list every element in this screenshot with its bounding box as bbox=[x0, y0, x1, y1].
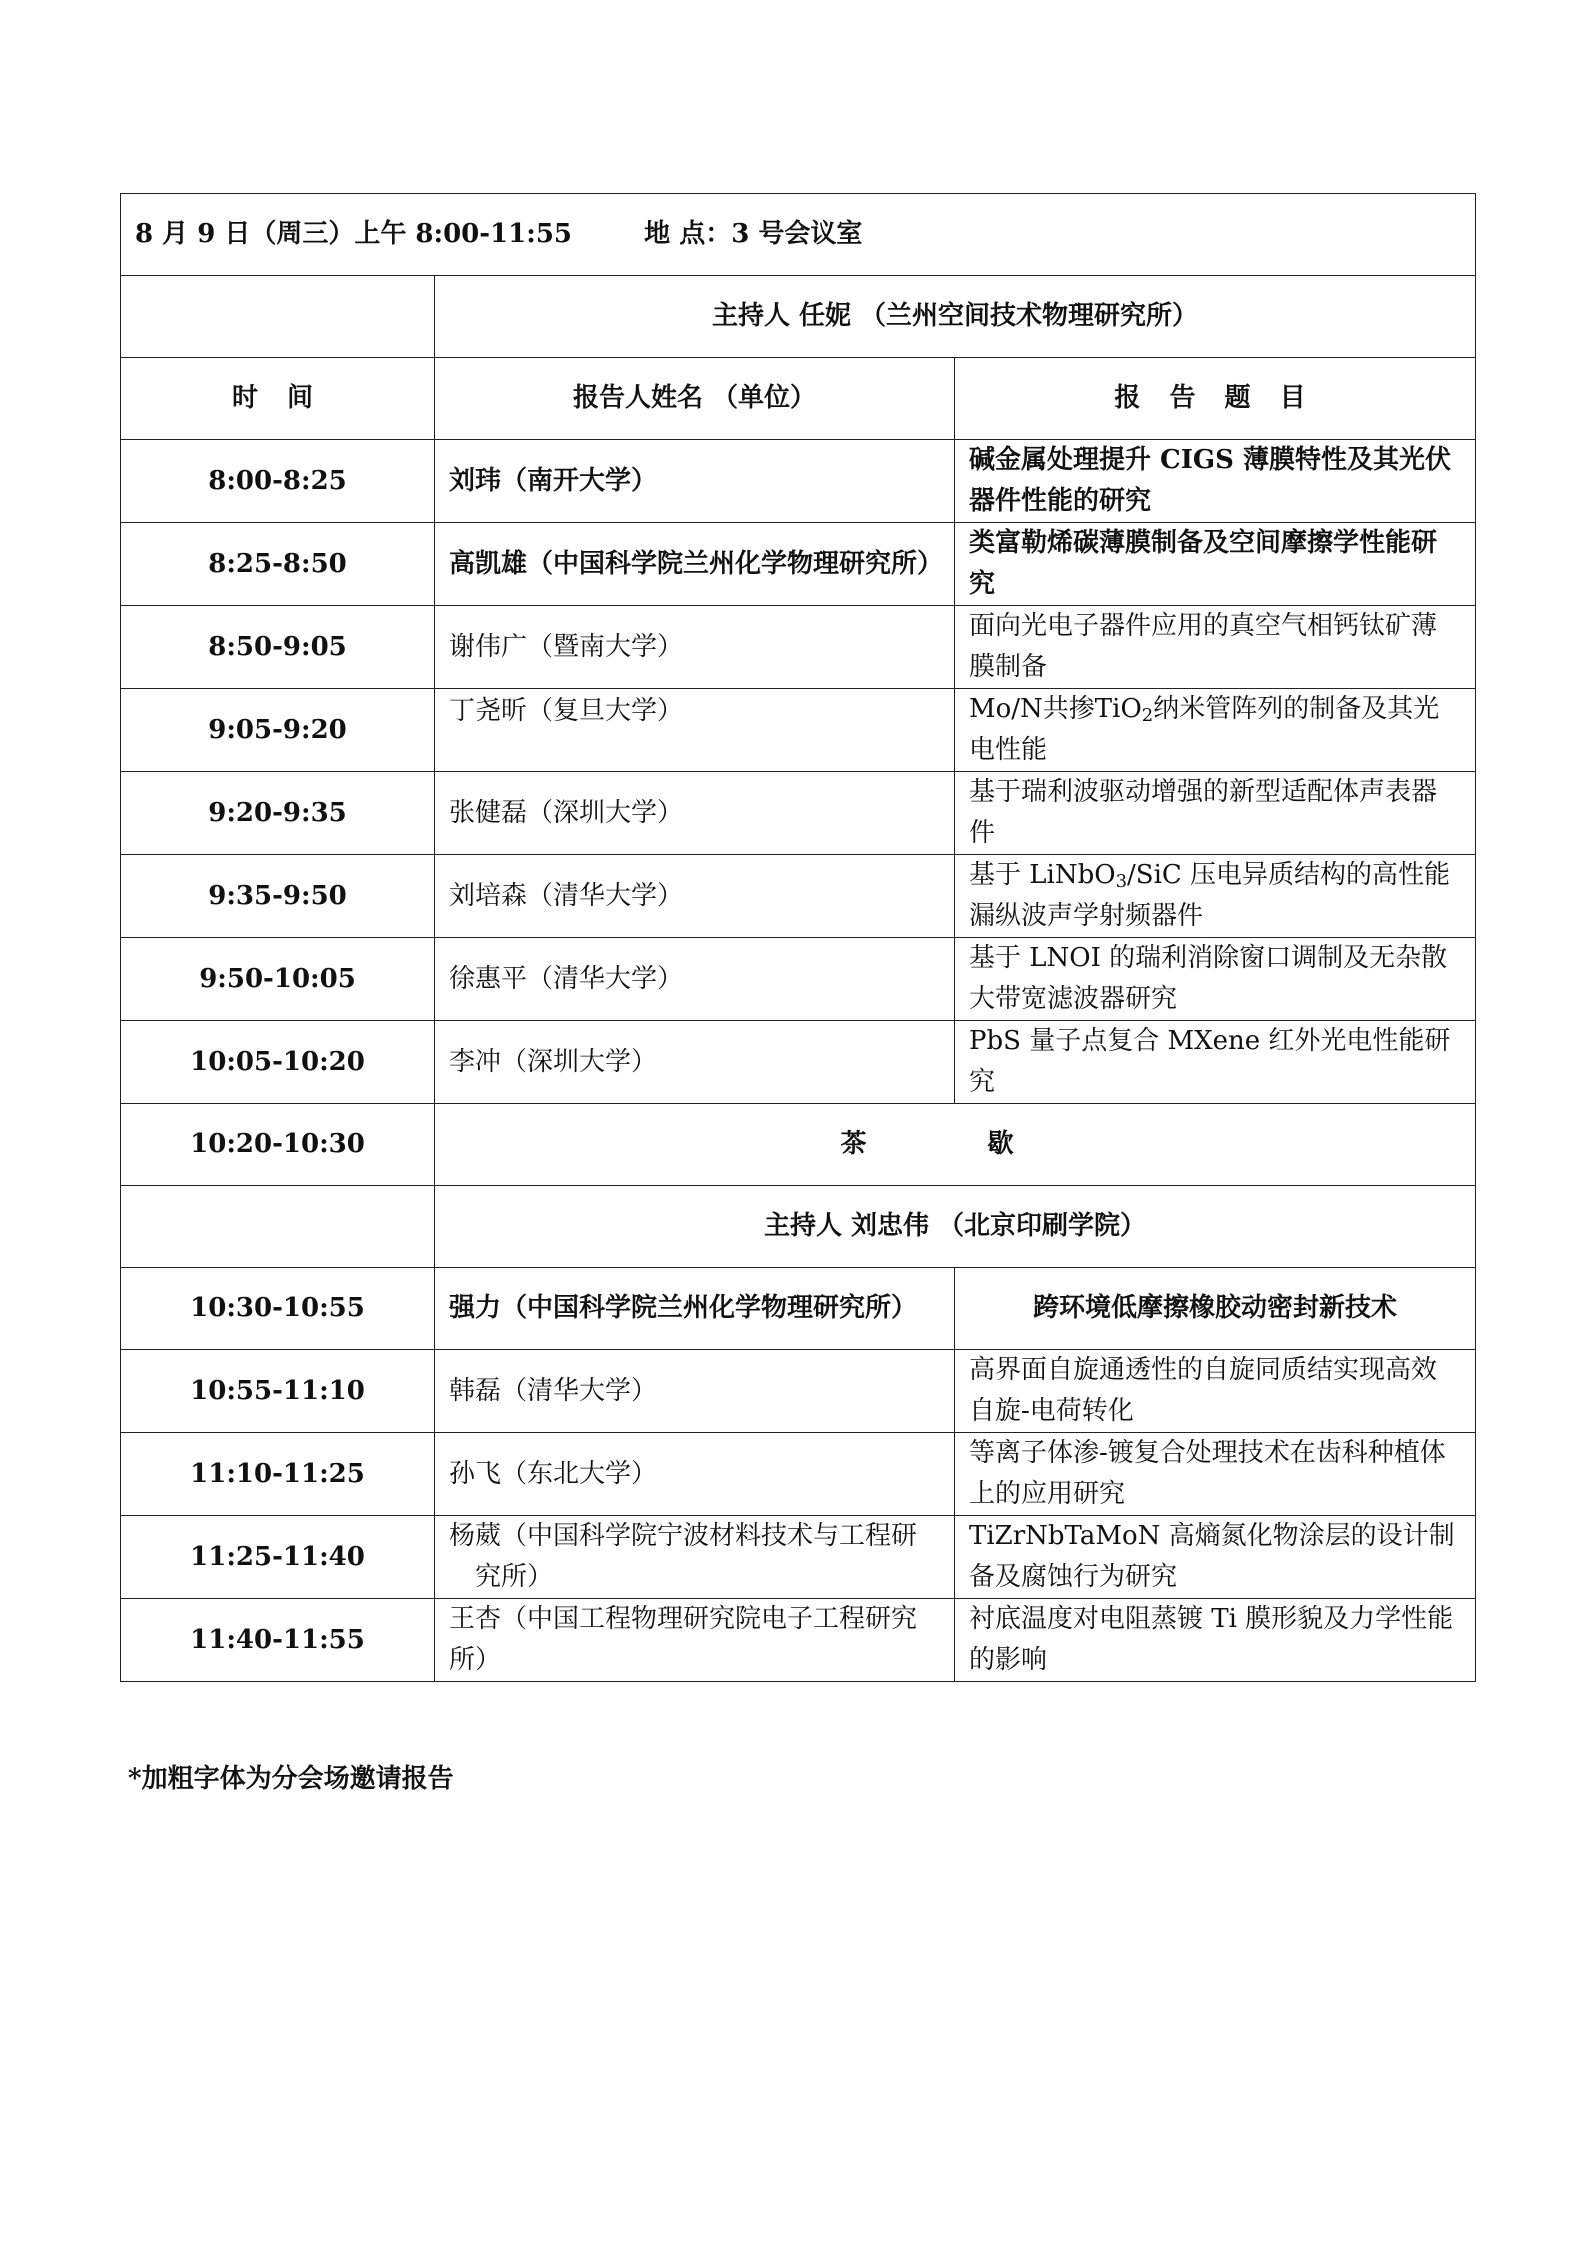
row-time: 8:25-8:50 bbox=[121, 523, 435, 606]
row-time: 10:05-10:20 bbox=[121, 1021, 435, 1104]
row-speaker: 强力（中国科学院兰州化学物理研究所） bbox=[435, 1268, 955, 1350]
row-title-subscript: 2 bbox=[1141, 705, 1154, 726]
row-title: 基于瑞利波驱动增强的新型适配体声表器件 bbox=[955, 772, 1476, 855]
row-time: 11:10-11:25 bbox=[121, 1433, 435, 1516]
table-row bbox=[121, 1350, 1476, 1433]
break-row bbox=[121, 1104, 1476, 1186]
row-title: TiZrNbTaMoN 高熵氮化物涂层的设计制备及腐蚀行为研究 bbox=[955, 1516, 1476, 1599]
row-title: 高界面自旋通透性的自旋同质结实现高效自旋-电荷转化 bbox=[955, 1350, 1476, 1433]
session-header-row bbox=[121, 194, 1476, 276]
row-speaker: 李冲（深圳大学） bbox=[435, 1021, 955, 1104]
header-time: 时 间 bbox=[121, 358, 435, 440]
row-time: 10:30-10:55 bbox=[121, 1268, 435, 1350]
header-title: 报 告 题 目 bbox=[955, 358, 1476, 440]
row-speaker: 刘培森（清华大学） bbox=[435, 855, 955, 938]
host-row bbox=[121, 276, 1476, 358]
row-title bbox=[955, 855, 1476, 938]
row-title: 衬底温度对电阻蒸镀 Ti 膜形貌及力学性能的影响 bbox=[955, 1599, 1476, 1682]
row-title: PbS 量子点复合 MXene 红外光电性能研究 bbox=[955, 1021, 1476, 1104]
empty-cell bbox=[121, 1186, 435, 1268]
break-time: 10:20-10:30 bbox=[121, 1104, 435, 1186]
table-row bbox=[121, 855, 1476, 938]
row-title-part: 纳米管阵列的制备及其光电性能 bbox=[969, 694, 1440, 765]
row-time: 9:50-10:05 bbox=[121, 938, 435, 1021]
row-time: 11:40-11:55 bbox=[121, 1599, 435, 1682]
table-row bbox=[121, 523, 1476, 606]
row-speaker: 丁尧昕（复旦大学） bbox=[435, 689, 955, 772]
row-title-part: 基于 LiNbO bbox=[969, 860, 1116, 890]
host-2: 主持人 刘忠伟 （北京印刷学院） bbox=[435, 1186, 1476, 1268]
table-row bbox=[121, 689, 1476, 772]
column-header-row bbox=[121, 358, 1476, 440]
row-title bbox=[955, 689, 1476, 772]
table-row bbox=[121, 772, 1476, 855]
row-title: 等离子体渗-镀复合处理技术在齿科种植体上的应用研究 bbox=[955, 1433, 1476, 1516]
footnote: *加粗字体为分会场邀请报告 bbox=[128, 1764, 454, 1794]
table-row bbox=[121, 1516, 1476, 1599]
host-row bbox=[121, 1186, 1476, 1268]
row-title: 类富勒烯碳薄膜制备及空间摩擦学性能研究 bbox=[955, 523, 1476, 606]
table-row bbox=[121, 606, 1476, 689]
row-time: 11:25-11:40 bbox=[121, 1516, 435, 1599]
row-speaker: 谢伟广（暨南大学） bbox=[435, 606, 955, 689]
row-time: 9:20-9:35 bbox=[121, 772, 435, 855]
row-speaker: 徐惠平（清华大学） bbox=[435, 938, 955, 1021]
row-speaker: 高凯雄（中国科学院兰州化学物理研究所） bbox=[435, 523, 955, 606]
session-location: 地 点：3 号会议室 bbox=[644, 219, 863, 249]
table-row bbox=[121, 1433, 1476, 1516]
row-title: 跨环境低摩擦橡胶动密封新技术 bbox=[955, 1268, 1476, 1350]
row-speaker: 韩磊（清华大学） bbox=[435, 1350, 955, 1433]
row-time: 9:05-9:20 bbox=[121, 689, 435, 772]
host-1: 主持人 任妮 （兰州空间技术物理研究所） bbox=[435, 276, 1476, 358]
row-speaker: 王杏（中国工程物理研究院电子工程研究所） bbox=[435, 1599, 955, 1682]
row-time: 10:55-11:10 bbox=[121, 1350, 435, 1433]
table-row bbox=[121, 1268, 1476, 1350]
break-label: 茶 歇 bbox=[435, 1104, 1476, 1186]
row-title-part: /SiC 压电异质结构的高性能漏纵波声学射频器件 bbox=[969, 860, 1451, 931]
row-title: 基于 LNOI 的瑞利消除窗口调制及无杂散大带宽滤波器研究 bbox=[955, 938, 1476, 1021]
table-row bbox=[121, 938, 1476, 1021]
row-speaker: 杨葳（中国科学院宁波材料技术与工程研究所） bbox=[435, 1516, 955, 1599]
table-row bbox=[121, 440, 1476, 523]
schedule-table bbox=[120, 193, 1476, 1682]
row-title: 碱金属处理提升 CIGS 薄膜特性及其光伏器件性能的研究 bbox=[955, 440, 1476, 523]
row-time: 9:35-9:50 bbox=[121, 855, 435, 938]
header-speaker: 报告人姓名 （单位） bbox=[435, 358, 955, 440]
table-row bbox=[121, 1599, 1476, 1682]
row-title-subscript: 3 bbox=[1115, 871, 1128, 892]
table-row bbox=[121, 1021, 1476, 1104]
session-date: 8 月 9 日（周三）上午 8:00-11:55 bbox=[135, 219, 573, 249]
row-speaker: 刘玮（南开大学） bbox=[435, 440, 955, 523]
row-title-part: Mo/N共掺TiO bbox=[969, 694, 1142, 724]
row-title: 面向光电子器件应用的真空气相钙钛矿薄膜制备 bbox=[955, 606, 1476, 689]
row-speaker: 张健磊（深圳大学） bbox=[435, 772, 955, 855]
session-info bbox=[121, 194, 1476, 276]
row-time: 8:50-9:05 bbox=[121, 606, 435, 689]
empty-cell bbox=[121, 276, 435, 358]
row-time: 8:00-8:25 bbox=[121, 440, 435, 523]
row-speaker: 孙飞（东北大学） bbox=[435, 1433, 955, 1516]
